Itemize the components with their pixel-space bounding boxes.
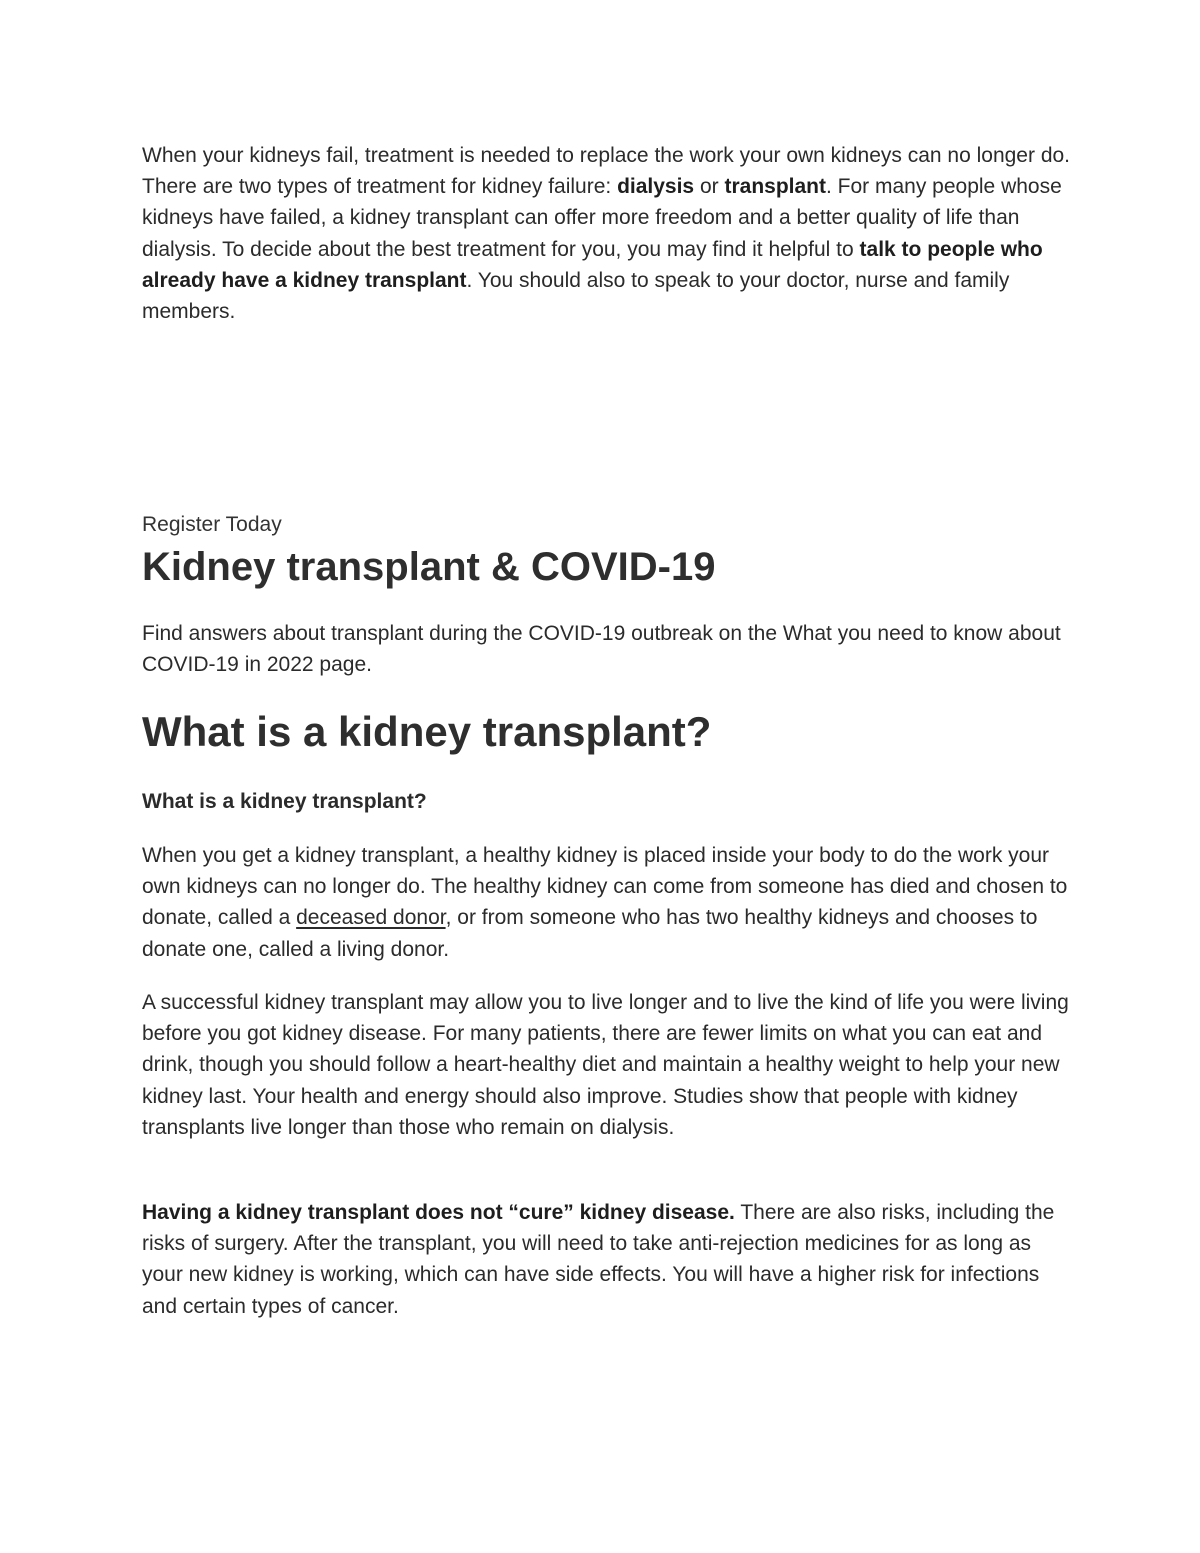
transplant-benefits-paragraph: A successful kidney transplant may allow you to live longer and to live the kind of life you were living before you got kidney disease. For many patients, there are fewer limits on what you can eat and drink, though you should follow a heart-healthy diet and maintain a healthy weight to help your new kidney last. Your health and energy should also improve. Studies show that people with kidney transplants live longer than those who remain on dialysis. — [142, 991, 1069, 1139]
deceased-donor-link[interactable]: deceased donor — [296, 906, 446, 930]
covid-paragraph: Find answers about transplant during the COVID-19 outbreak on the What you need to know about COVID-19 in 2022 page. — [142, 622, 1061, 677]
talk-to-people-bold: talk to people who already have a kidney transplant — [142, 237, 1043, 292]
intro-text-4: . You should also to speak to your doctor, nurse and family members. — [142, 268, 1010, 324]
transplant-definition-paragraph — [142, 840, 1072, 965]
register-today-label: Register Today — [142, 513, 282, 536]
para1-text-after: , or from someone who has two healthy kidneys and chooses to donate one, called a living donor. — [142, 906, 1038, 961]
transplant-risks-paragraph — [142, 1197, 1072, 1322]
covid-heading: Kidney transplant & COVID-19 — [142, 545, 716, 589]
intro-text-3: . For many people whose kidneys have failed, a kidney transplant can offer more freedom and a better quality of life than dialysis. To decide about the best treatment for you, you may find it helpful to — [142, 175, 1062, 261]
section-heading: What is a kidney transplant? — [142, 708, 712, 755]
para1-text-before: When you get a kidney transplant, a healthy kidney is placed inside your body to do the work your own kidneys can no longer do. The healthy kidney can come from someone has died and chosen to donate, called a — [142, 844, 1068, 930]
section-subheading: What is a kidney transplant? — [142, 790, 427, 813]
transplant-bold: transplant — [724, 175, 826, 199]
intro-paragraph — [142, 140, 1072, 327]
dialysis-bold: dialysis — [617, 175, 695, 199]
para3-text-rest: There are also risks, including the risks of surgery. After the transplant, you will need to take anti-rejection medicines for as long as your new kidney is working, which can have side effects. You will have a higher risk for infections and certain types of cancer. — [142, 1201, 1055, 1318]
intro-text-2: or — [694, 175, 725, 199]
intro-text-1: When your kidneys fail, treatment is needed to replace the work your own kidneys can no longer do. There are two types of treatment for kidney failure: — [142, 144, 1071, 199]
not-a-cure-bold: Having a kidney transplant does not “cure” kidney disease. — [142, 1201, 735, 1224]
